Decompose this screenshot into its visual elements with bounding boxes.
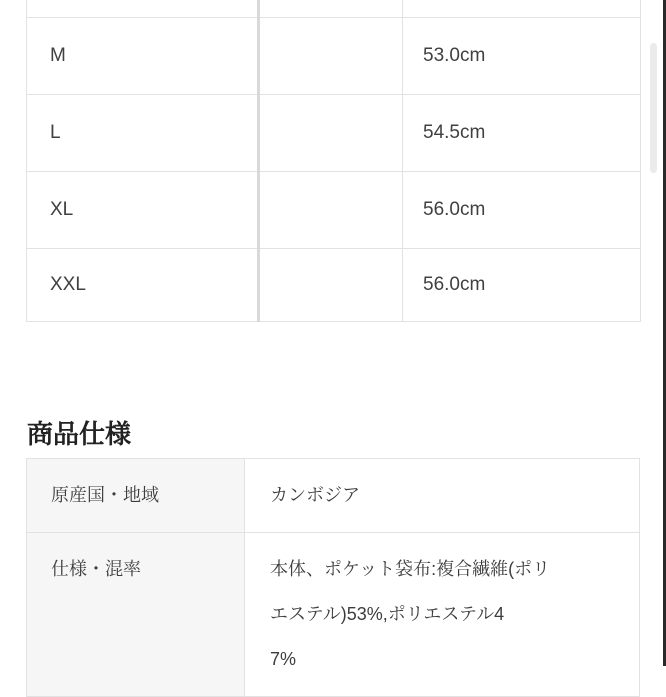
size-label-cell: L <box>27 95 259 172</box>
size-measurement-cell: 53.0cm <box>403 18 641 95</box>
size-middle-cell <box>259 0 403 18</box>
spec-label-cell: 仕様・混率 <box>27 533 245 697</box>
size-measurement-cell: 56.0cm <box>403 172 641 249</box>
size-measurement-cell: 54.5cm <box>403 95 641 172</box>
size-middle-cell <box>259 95 403 172</box>
size-measurement-cell: 56.0cm <box>403 249 641 322</box>
size-row-m <box>27 18 641 95</box>
spec-row-material <box>27 533 640 697</box>
size-row-l <box>27 95 641 172</box>
spec-value-line: 7% <box>270 649 297 669</box>
size-row-xxl <box>27 249 641 322</box>
spec-value-line: カンボジア <box>270 485 360 505</box>
size-row-partial <box>27 0 641 18</box>
size-label-cell: M <box>27 18 259 95</box>
product-spec-table <box>26 458 640 697</box>
size-label-cell: XXL <box>27 249 259 322</box>
size-label-cell <box>27 0 259 18</box>
size-middle-cell <box>259 172 403 249</box>
spec-row-origin <box>27 459 640 533</box>
spec-value-line: 本体、ポケット袋布:複合繊維(ポリ <box>270 559 551 579</box>
page-scrollbar-thumb[interactable] <box>650 43 657 173</box>
size-row-xl <box>27 172 641 249</box>
size-middle-cell <box>259 249 403 322</box>
size-middle-cell <box>259 18 403 95</box>
product-spec-heading: 商品仕様 <box>27 418 132 449</box>
spec-value-line: エステル)53%,ポリエステル4 <box>270 604 505 624</box>
spec-value-cell <box>245 459 640 533</box>
size-chart-table <box>26 0 641 322</box>
spec-label-cell: 原産国・地域 <box>27 459 245 533</box>
size-label-cell: XL <box>27 172 259 249</box>
size-measurement-cell <box>403 0 641 18</box>
spec-value-cell <box>245 533 640 697</box>
